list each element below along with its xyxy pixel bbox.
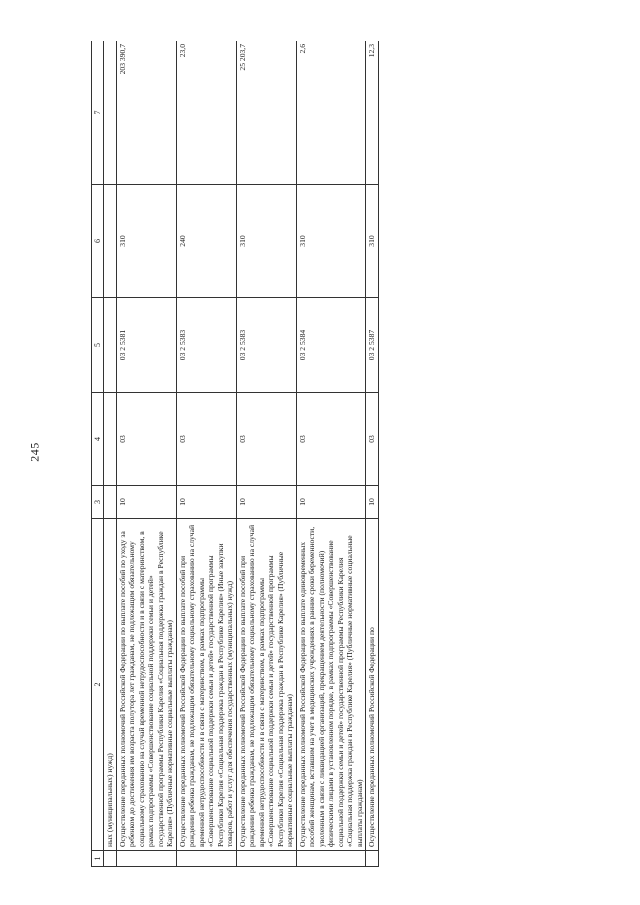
row-razdel: 10 (296, 486, 366, 519)
row-target-article (104, 298, 117, 393)
row-expense-type: 240 (176, 185, 236, 298)
row-number-cell (296, 851, 366, 867)
row-amount: 203 390,7 (116, 41, 176, 185)
row-number-cell (116, 851, 176, 867)
header-cell-5: 5 (92, 298, 104, 393)
row-number-cell (236, 851, 296, 867)
table-row (116, 41, 176, 867)
table-row (236, 41, 296, 867)
row-podrazdel: 03 (366, 393, 379, 486)
header-cell-7: 7 (92, 41, 104, 185)
header-cell-3: 3 (92, 486, 104, 519)
row-description: Осуществление переданных полномочий Российской Федерации по выплате единовременных пособий женщинам, вставшим на учет в медицинских учреждениях в ранние сроки беременности, уволенным в связи с ликвидацией организаций, прекращением деятельности (полномочий) физическими лицами в установленном порядке, в рамках подпрограммы «Совершенствование социальной поддержки семьи и детей» государственной программы Республики Карелия «Социальная поддержка граждан в Республике Карелия» (Публичные нормативные социальные выплаты гражданам) (296, 519, 366, 851)
row-expense-type: 310 (236, 185, 296, 298)
row-amount (104, 41, 117, 185)
row-number-cell (104, 851, 117, 867)
header-cell-2: 2 (92, 519, 104, 851)
row-razdel: 10 (366, 486, 379, 519)
header-cell-4: 4 (92, 393, 104, 486)
row-target-article: 03 2 5383 (176, 298, 236, 393)
header-cell-6: 6 (92, 185, 104, 298)
row-razdel: 10 (176, 486, 236, 519)
header-cell-1: 1 (92, 851, 104, 867)
document-page (91, 41, 547, 867)
row-podrazdel (104, 393, 117, 486)
row-podrazdel: 03 (236, 393, 296, 486)
table-row (104, 41, 117, 867)
row-target-article: 03 2 5387 (366, 298, 379, 393)
row-amount: 2,6 (296, 41, 366, 185)
row-razdel (104, 486, 117, 519)
row-razdel: 10 (236, 486, 296, 519)
row-razdel: 10 (116, 486, 176, 519)
row-number-cell (366, 851, 379, 867)
rotated-table-container (91, 41, 547, 867)
row-description: Осуществление переданных полномочий Российской Федерации по выплате пособий при рождении ребенка гражданам, не подлежащим обязательному социальному страхованию на случай временной нетрудоспособности и в связи с материнством, в рамках подпрограммы «Совершенствование социальной поддержки семьи и детей» государственной программы Республики Карелия «Социальная поддержка граждан в Республике Карелия» (Публичные нормативные социальные выплаты гражданам) (236, 519, 296, 851)
row-podrazdel: 03 (296, 393, 366, 486)
row-description: ных (муниципальных) нужд) (104, 519, 117, 851)
row-target-article: 03 2 5383 (236, 298, 296, 393)
budget-table (91, 41, 379, 867)
row-expense-type: 310 (296, 185, 366, 298)
row-podrazdel: 03 (176, 393, 236, 486)
table-row (366, 41, 379, 867)
row-expense-type: 310 (116, 185, 176, 298)
row-expense-type (104, 185, 117, 298)
row-number-cell (176, 851, 236, 867)
row-description: Осуществление переданных полномочий Российской Федерации по (366, 519, 379, 851)
row-description: Осуществление переданных полномочий Российской Федерации по выплате пособий при рождении ребенка гражданам, не подлежащим обязательному социальному страхованию на случай временной нетрудоспособности и в связи с материнством, в рамках подпрограммы «Совершенствование социальной поддержки семьи и детей» государственной программы Республики Карелия «Социальная поддержка граждан в Республике Карелия» (Иные закупки товаров, работ и услуг для обеспечения государственных (муниципальных) нужд) (176, 519, 236, 851)
table-row (176, 41, 236, 867)
row-amount: 25 203,7 (236, 41, 296, 185)
row-expense-type: 310 (366, 185, 379, 298)
row-target-article: 03 2 5381 (116, 298, 176, 393)
table-row (296, 41, 366, 867)
row-podrazdel: 03 (116, 393, 176, 486)
page-number: 245 (27, 442, 42, 462)
row-target-article: 03 2 5384 (296, 298, 366, 393)
table-header-row (92, 41, 104, 867)
row-amount: 23,0 (176, 41, 236, 185)
row-amount: 12,3 (366, 41, 379, 185)
row-description: Осуществление переданных полномочий Российской Федерации по выплате пособий по уходу за ребенком до достижения им возраста полутора лет гражданам, не подлежащим обязательному социальному страхованию на случай временной нетрудоспособности и в связи с материнством, в рамках подпрограммы «Совершенствование социальной поддержки семьи и детей» государственной программы Республики Карелия «Социальная поддержка граждан в Республике Карелия» (Публичные нормативные социальные выплаты гражданам) (116, 519, 176, 851)
